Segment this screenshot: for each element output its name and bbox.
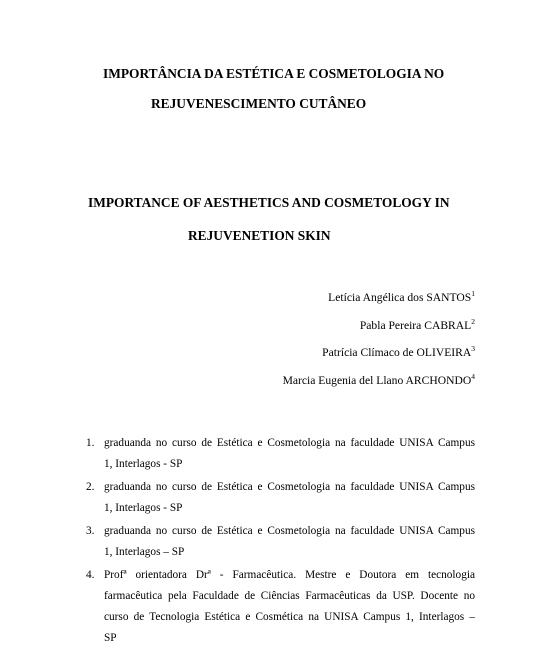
note-line: 1, Interlagos – SP [104, 546, 185, 558]
note-line: graduanda no curso de Estética e Cosmetologia na faculdade UNISA Campus [104, 525, 475, 537]
note-number: 4. [86, 569, 95, 581]
note-line: 1, Interlagos - SP [104, 502, 183, 514]
author-ref: 2 [471, 317, 475, 326]
note-text [104, 433, 475, 475]
note-line: graduanda no curso de Estética e Cosmetologia na faculdade UNISA Campus [104, 437, 475, 449]
note-line: SP [104, 632, 117, 644]
author-3 [322, 346, 475, 360]
note-text [104, 477, 475, 519]
author-ref: 4 [471, 372, 475, 381]
author-name: Marcia Eugenia del Llano ARCHONDO [282, 374, 472, 387]
affiliation-note-4 [86, 565, 475, 649]
author-ref: 1 [471, 289, 475, 298]
note-line: graduanda no curso de Estética e Cosmetologia na faculdade UNISA Campus [104, 481, 475, 493]
title-english-line-2: REJUVENETION SKIN [188, 228, 331, 243]
title-portuguese-line-2: REJUVENESCIMENTO CUTÂNEO [151, 96, 367, 111]
affiliation-note-1 [86, 433, 475, 475]
affiliation-note-3 [86, 521, 475, 563]
author-ref: 3 [471, 344, 475, 353]
author-1 [328, 291, 475, 305]
note-line: 1, Interlagos - SP [104, 458, 183, 470]
affiliation-notes-list [86, 433, 475, 651]
note-text [104, 521, 475, 563]
affiliation-note-2 [86, 477, 475, 519]
note-line: farmacêutica pela Faculdade de Ciências Farmacêuticas da USP. Docente no [104, 590, 475, 602]
note-number: 1. [86, 437, 95, 449]
author-name: Letícia Angélica dos SANTOS [328, 291, 472, 304]
author-2 [360, 319, 475, 333]
title-english-line-1: IMPORTANCE OF AESTHETICS AND COSMETOLOGY IN [88, 195, 450, 210]
author-name: Patrícia Clímaco de OLIVEIRA [322, 346, 472, 359]
note-line: Profª orientadora Drª - Farmacêutica. Mestre e Doutora em tecnologia [104, 569, 475, 581]
author-name: Pabla Pereira CABRAL [359, 319, 472, 332]
note-number: 2. [86, 481, 95, 493]
note-text [104, 565, 475, 649]
note-number: 3. [86, 525, 95, 537]
author-4 [283, 374, 475, 388]
note-line: curso de Tecnologia Estética e Cosmética na UNISA Campus 1, Interlagos – [104, 611, 475, 623]
title-portuguese-line-1: IMPORTÂNCIA DA ESTÉTICA E COSMETOLOGIA NO [103, 66, 445, 81]
